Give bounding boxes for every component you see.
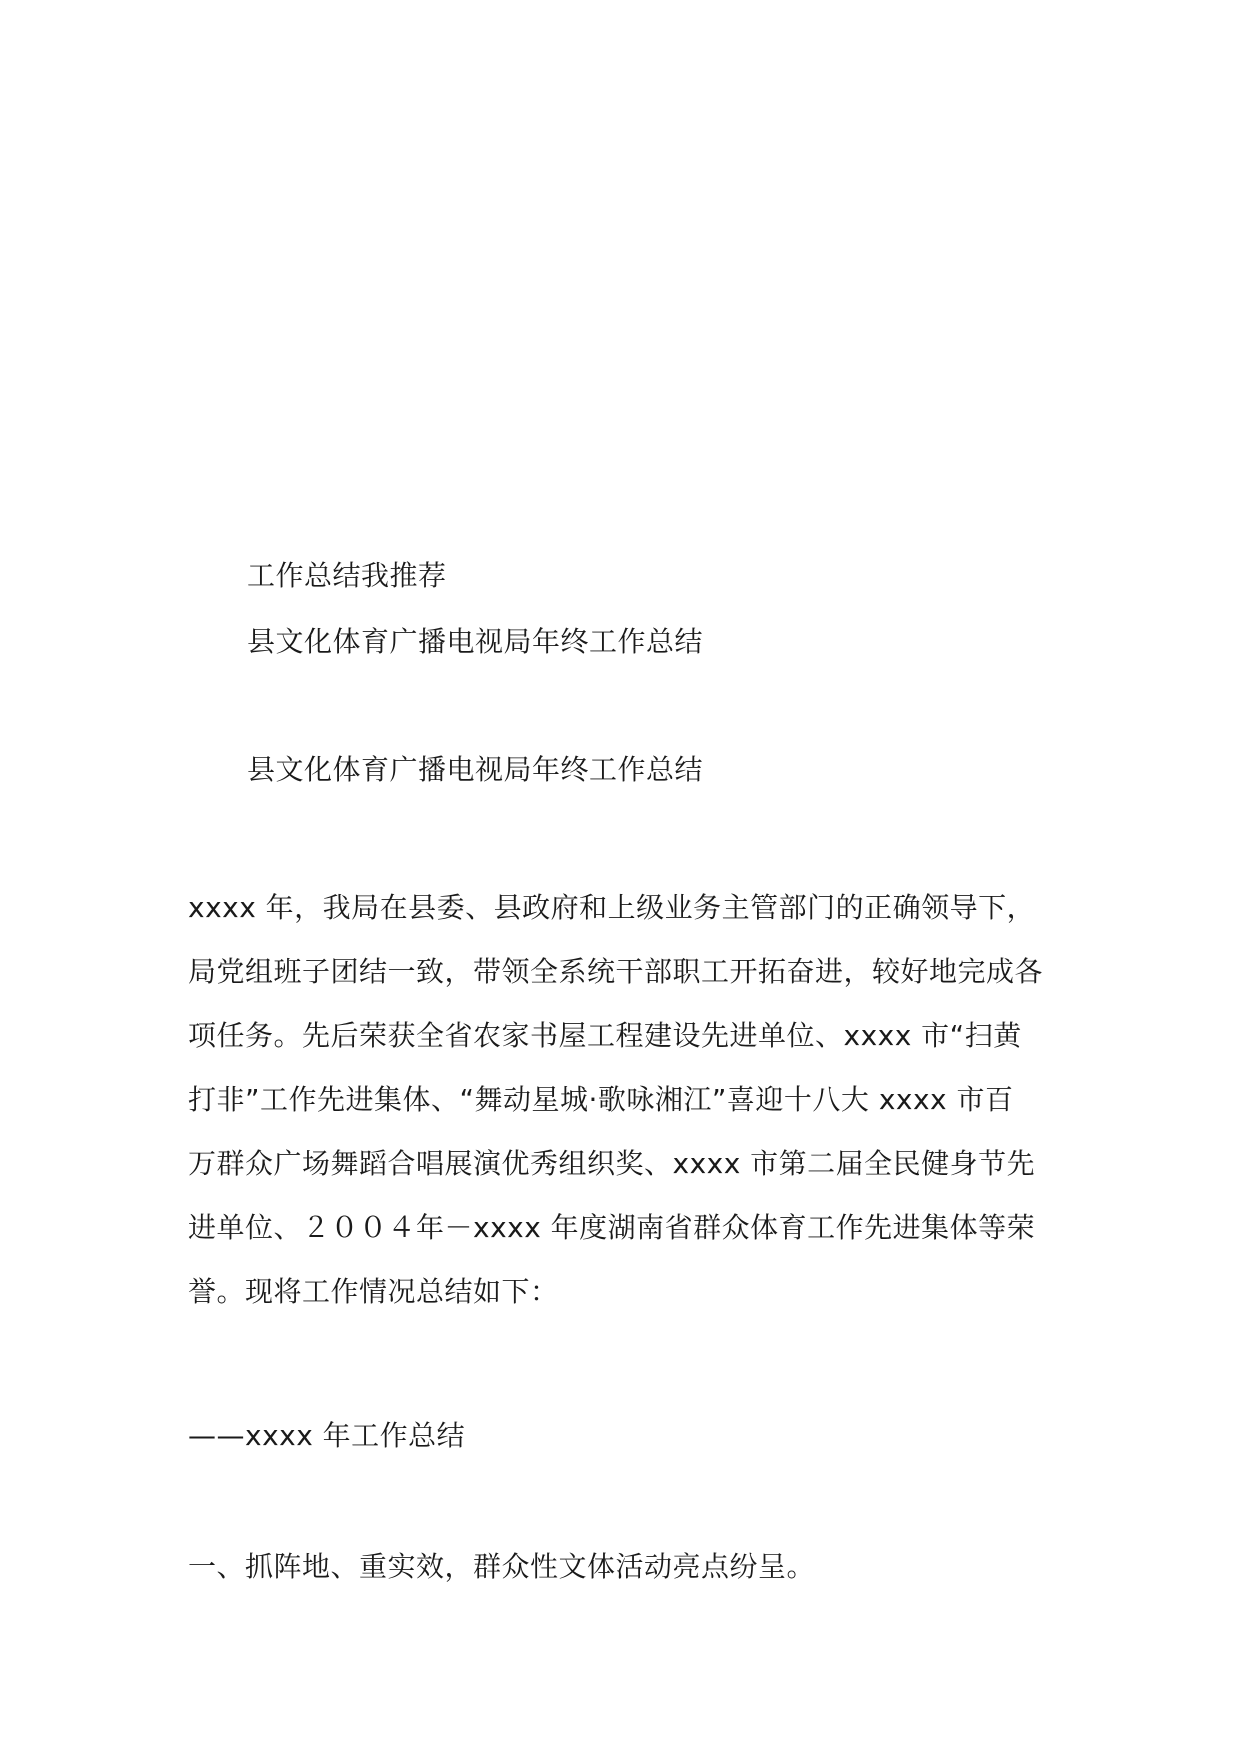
header-line-title: 县文化体育广播电视局年终工作总结: [247, 625, 704, 658]
section-one-block: [188, 1535, 1058, 1599]
header-line-title-repeat: 县文化体育广播电视局年终工作总结: [247, 753, 704, 786]
intro-paragraph: [188, 876, 1058, 1324]
paragraph-line: 进单位、２００４年－xxxx 年度湖南省群众体育工作先进集体等荣: [188, 1211, 1036, 1244]
header-line-recommend: 工作总结我推荐: [247, 559, 447, 592]
paragraph-line: xxxx 年，我局在县委、县政府和上级业务主管部门的正确领导下，: [188, 891, 1036, 924]
paragraph-line: 局党组班子团结一致，带领全系统干部职工开拓奋进，较好地完成各: [188, 955, 1044, 988]
paragraph-line: 誉。现将工作情况总结如下：: [188, 1275, 559, 1308]
paragraph-line: 万群众广场舞蹈合唱展演优秀组织奖、xxxx 市第二届全民健身节先: [188, 1147, 1036, 1180]
paragraph-line: 项任务。先后荣获全省农家书屋工程建设先进单位、xxxx 市“扫黄: [188, 1019, 1022, 1052]
section-one-heading: 一、抓阵地、重实效，群众性文体活动亮点纷呈。: [188, 1550, 816, 1583]
paragraph-line: 打非”工作先进集体、“舞动星城·歌咏湘江”喜迎十八大 xxxx 市百: [188, 1083, 1014, 1116]
section-subtitle: ——xxxx 年工作总结: [188, 1419, 466, 1452]
section-subtitle-block: [188, 1404, 1058, 1468]
